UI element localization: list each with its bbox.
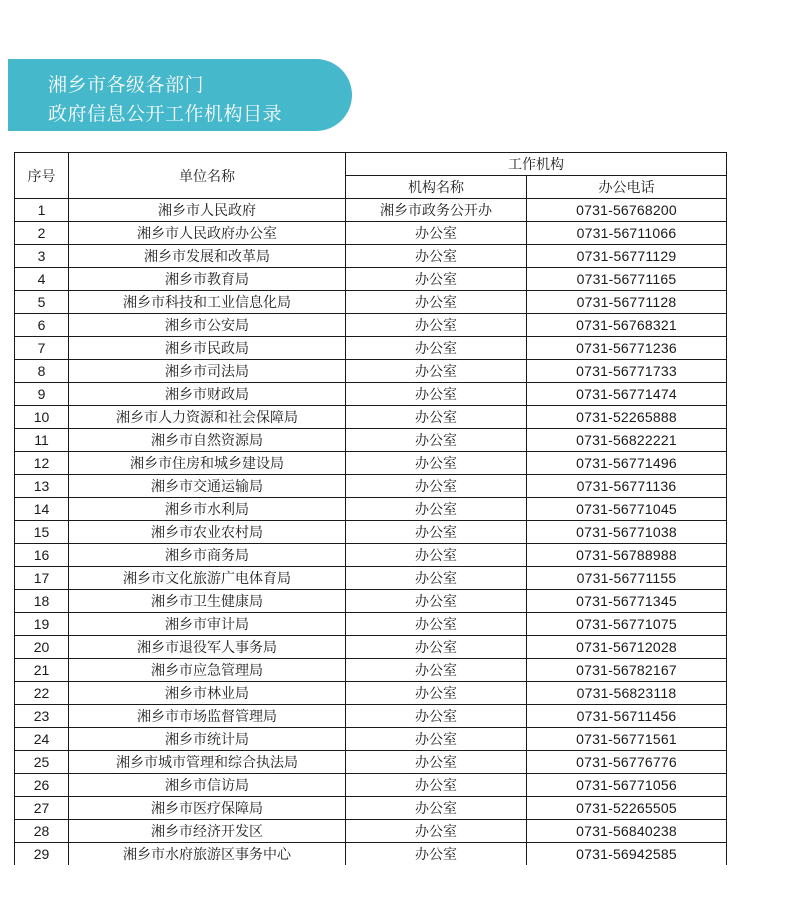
row-org-name-cell: 办公室 (346, 567, 527, 590)
row-org-name-cell: 办公室 (346, 843, 527, 866)
directory-table (14, 152, 727, 865)
row-org-name-cell: 办公室 (346, 429, 527, 452)
row-unit-name-cell: 湘乡市信访局 (69, 774, 346, 797)
table-row (15, 452, 727, 475)
table-row (15, 199, 727, 222)
row-seq-cell: 18 (15, 590, 69, 613)
row-org-name-cell: 办公室 (346, 544, 527, 567)
table-row (15, 843, 727, 866)
row-phone-cell: 0731-56771236 (527, 337, 727, 360)
row-org-name-cell: 办公室 (346, 383, 527, 406)
row-phone-cell: 0731-56840238 (527, 820, 727, 843)
header-phone: 办公电话 (527, 176, 727, 199)
page-title-line-1: 湘乡市各级各部门 (48, 74, 205, 96)
row-unit-name-cell: 湘乡市教育局 (69, 268, 346, 291)
row-org-name-cell: 办公室 (346, 613, 527, 636)
row-seq-cell: 7 (15, 337, 69, 360)
table-row (15, 314, 727, 337)
row-seq-cell: 19 (15, 613, 69, 636)
row-seq-cell: 17 (15, 567, 69, 590)
table-row (15, 475, 727, 498)
row-phone-cell: 0731-56771129 (527, 245, 727, 268)
table-row (15, 659, 727, 682)
table-body (15, 199, 727, 866)
row-seq-cell: 16 (15, 544, 69, 567)
row-phone-cell: 0731-56771056 (527, 774, 727, 797)
row-seq-cell: 25 (15, 751, 69, 774)
row-org-name-cell: 办公室 (346, 498, 527, 521)
row-org-name-cell: 办公室 (346, 337, 527, 360)
row-phone-cell: 0731-56771345 (527, 590, 727, 613)
row-phone-cell: 0731-56711066 (527, 222, 727, 245)
table-row (15, 636, 727, 659)
row-seq-cell: 13 (15, 475, 69, 498)
row-phone-cell: 0731-56771045 (527, 498, 727, 521)
table-row (15, 383, 727, 406)
row-org-name-cell: 湘乡市政务公开办 (346, 199, 527, 222)
table-row (15, 544, 727, 567)
row-org-name-cell: 办公室 (346, 751, 527, 774)
row-seq-cell: 3 (15, 245, 69, 268)
row-unit-name-cell: 湘乡市经济开发区 (69, 820, 346, 843)
table-row (15, 728, 727, 751)
row-phone-cell: 0731-56942585 (527, 843, 727, 866)
row-org-name-cell: 办公室 (346, 659, 527, 682)
table-row (15, 521, 727, 544)
title-banner (8, 59, 352, 131)
row-org-name-cell: 办公室 (346, 291, 527, 314)
table-row (15, 820, 727, 843)
row-org-name-cell: 办公室 (346, 360, 527, 383)
row-phone-cell: 0731-56711456 (527, 705, 727, 728)
row-phone-cell: 0731-56771561 (527, 728, 727, 751)
row-unit-name-cell: 湘乡市审计局 (69, 613, 346, 636)
row-unit-name-cell: 湘乡市人力资源和社会保障局 (69, 406, 346, 429)
row-seq-cell: 5 (15, 291, 69, 314)
row-unit-name-cell: 湘乡市人民政府 (69, 199, 346, 222)
row-org-name-cell: 办公室 (346, 222, 527, 245)
row-unit-name-cell: 湘乡市医疗保障局 (69, 797, 346, 820)
table-row (15, 429, 727, 452)
table-row (15, 682, 727, 705)
row-org-name-cell: 办公室 (346, 406, 527, 429)
row-org-name-cell: 办公室 (346, 774, 527, 797)
row-unit-name-cell: 湘乡市民政局 (69, 337, 346, 360)
table-row (15, 245, 727, 268)
row-phone-cell: 0731-56776776 (527, 751, 727, 774)
row-phone-cell: 0731-56768321 (527, 314, 727, 337)
header-org-name: 机构名称 (346, 176, 527, 199)
row-phone-cell: 0731-52265888 (527, 406, 727, 429)
row-unit-name-cell: 湘乡市交通运输局 (69, 475, 346, 498)
row-org-name-cell: 办公室 (346, 475, 527, 498)
row-org-name-cell: 办公室 (346, 590, 527, 613)
row-seq-cell: 20 (15, 636, 69, 659)
row-unit-name-cell: 湘乡市应急管理局 (69, 659, 346, 682)
table-row (15, 751, 727, 774)
header-unit-name: 单位名称 (69, 153, 346, 199)
row-org-name-cell: 办公室 (346, 452, 527, 475)
table-row (15, 774, 727, 797)
row-org-name-cell: 办公室 (346, 682, 527, 705)
row-unit-name-cell: 湘乡市科技和工业信息化局 (69, 291, 346, 314)
row-seq-cell: 4 (15, 268, 69, 291)
header-seq: 序号 (15, 153, 69, 199)
row-seq-cell: 2 (15, 222, 69, 245)
table-row (15, 268, 727, 291)
row-seq-cell: 10 (15, 406, 69, 429)
row-seq-cell: 14 (15, 498, 69, 521)
row-seq-cell: 11 (15, 429, 69, 452)
table-row (15, 337, 727, 360)
table-row (15, 360, 727, 383)
row-unit-name-cell: 湘乡市农业农村局 (69, 521, 346, 544)
row-unit-name-cell: 湘乡市退役军人事务局 (69, 636, 346, 659)
row-unit-name-cell: 湘乡市司法局 (69, 360, 346, 383)
row-unit-name-cell: 湘乡市商务局 (69, 544, 346, 567)
table-row (15, 406, 727, 429)
row-org-name-cell: 办公室 (346, 797, 527, 820)
row-phone-cell: 0731-56823118 (527, 682, 727, 705)
row-org-name-cell: 办公室 (346, 636, 527, 659)
row-seq-cell: 24 (15, 728, 69, 751)
row-phone-cell: 0731-56712028 (527, 636, 727, 659)
table-row (15, 797, 727, 820)
row-org-name-cell: 办公室 (346, 314, 527, 337)
row-seq-cell: 8 (15, 360, 69, 383)
row-phone-cell: 0731-56771136 (527, 475, 727, 498)
row-unit-name-cell: 湘乡市水府旅游区事务中心 (69, 843, 346, 866)
row-phone-cell: 0731-56771128 (527, 291, 727, 314)
header-work-org: 工作机构 (346, 153, 727, 176)
table-row (15, 291, 727, 314)
row-org-name-cell: 办公室 (346, 705, 527, 728)
row-unit-name-cell: 湘乡市城市管理和综合执法局 (69, 751, 346, 774)
row-unit-name-cell: 湘乡市人民政府办公室 (69, 222, 346, 245)
row-unit-name-cell: 湘乡市住房和城乡建设局 (69, 452, 346, 475)
row-unit-name-cell: 湘乡市卫生健康局 (69, 590, 346, 613)
row-phone-cell: 0731-56771733 (527, 360, 727, 383)
row-unit-name-cell: 湘乡市林业局 (69, 682, 346, 705)
table-row (15, 705, 727, 728)
row-phone-cell: 0731-56771075 (527, 613, 727, 636)
row-unit-name-cell: 湘乡市文化旅游广电体育局 (69, 567, 346, 590)
row-org-name-cell: 办公室 (346, 245, 527, 268)
row-org-name-cell: 办公室 (346, 521, 527, 544)
row-seq-cell: 9 (15, 383, 69, 406)
page-title-line-2: 政府信息公开工作机构目录 (48, 103, 283, 125)
row-seq-cell: 1 (15, 199, 69, 222)
row-unit-name-cell: 湘乡市自然资源局 (69, 429, 346, 452)
row-phone-cell: 0731-56771155 (527, 567, 727, 590)
row-unit-name-cell: 湘乡市发展和改革局 (69, 245, 346, 268)
row-phone-cell: 0731-52265505 (527, 797, 727, 820)
row-seq-cell: 22 (15, 682, 69, 705)
row-unit-name-cell: 湘乡市统计局 (69, 728, 346, 751)
row-unit-name-cell: 湘乡市公安局 (69, 314, 346, 337)
row-phone-cell: 0731-56771165 (527, 268, 727, 291)
row-phone-cell: 0731-56771496 (527, 452, 727, 475)
row-seq-cell: 29 (15, 843, 69, 866)
row-phone-cell: 0731-56771038 (527, 521, 727, 544)
row-unit-name-cell: 湘乡市水利局 (69, 498, 346, 521)
row-unit-name-cell: 湘乡市财政局 (69, 383, 346, 406)
row-seq-cell: 27 (15, 797, 69, 820)
row-seq-cell: 21 (15, 659, 69, 682)
row-seq-cell: 23 (15, 705, 69, 728)
row-phone-cell: 0731-56782167 (527, 659, 727, 682)
row-seq-cell: 15 (15, 521, 69, 544)
row-unit-name-cell: 湘乡市市场监督管理局 (69, 705, 346, 728)
row-org-name-cell: 办公室 (346, 728, 527, 751)
row-org-name-cell: 办公室 (346, 268, 527, 291)
table-row (15, 590, 727, 613)
table-row (15, 222, 727, 245)
row-seq-cell: 26 (15, 774, 69, 797)
row-seq-cell: 12 (15, 452, 69, 475)
row-phone-cell: 0731-56788988 (527, 544, 727, 567)
row-seq-cell: 6 (15, 314, 69, 337)
row-org-name-cell: 办公室 (346, 820, 527, 843)
row-phone-cell: 0731-56771474 (527, 383, 727, 406)
table-row (15, 567, 727, 590)
row-phone-cell: 0731-56768200 (527, 199, 727, 222)
table-row (15, 613, 727, 636)
table-row (15, 498, 727, 521)
row-phone-cell: 0731-56822221 (527, 429, 727, 452)
row-seq-cell: 28 (15, 820, 69, 843)
